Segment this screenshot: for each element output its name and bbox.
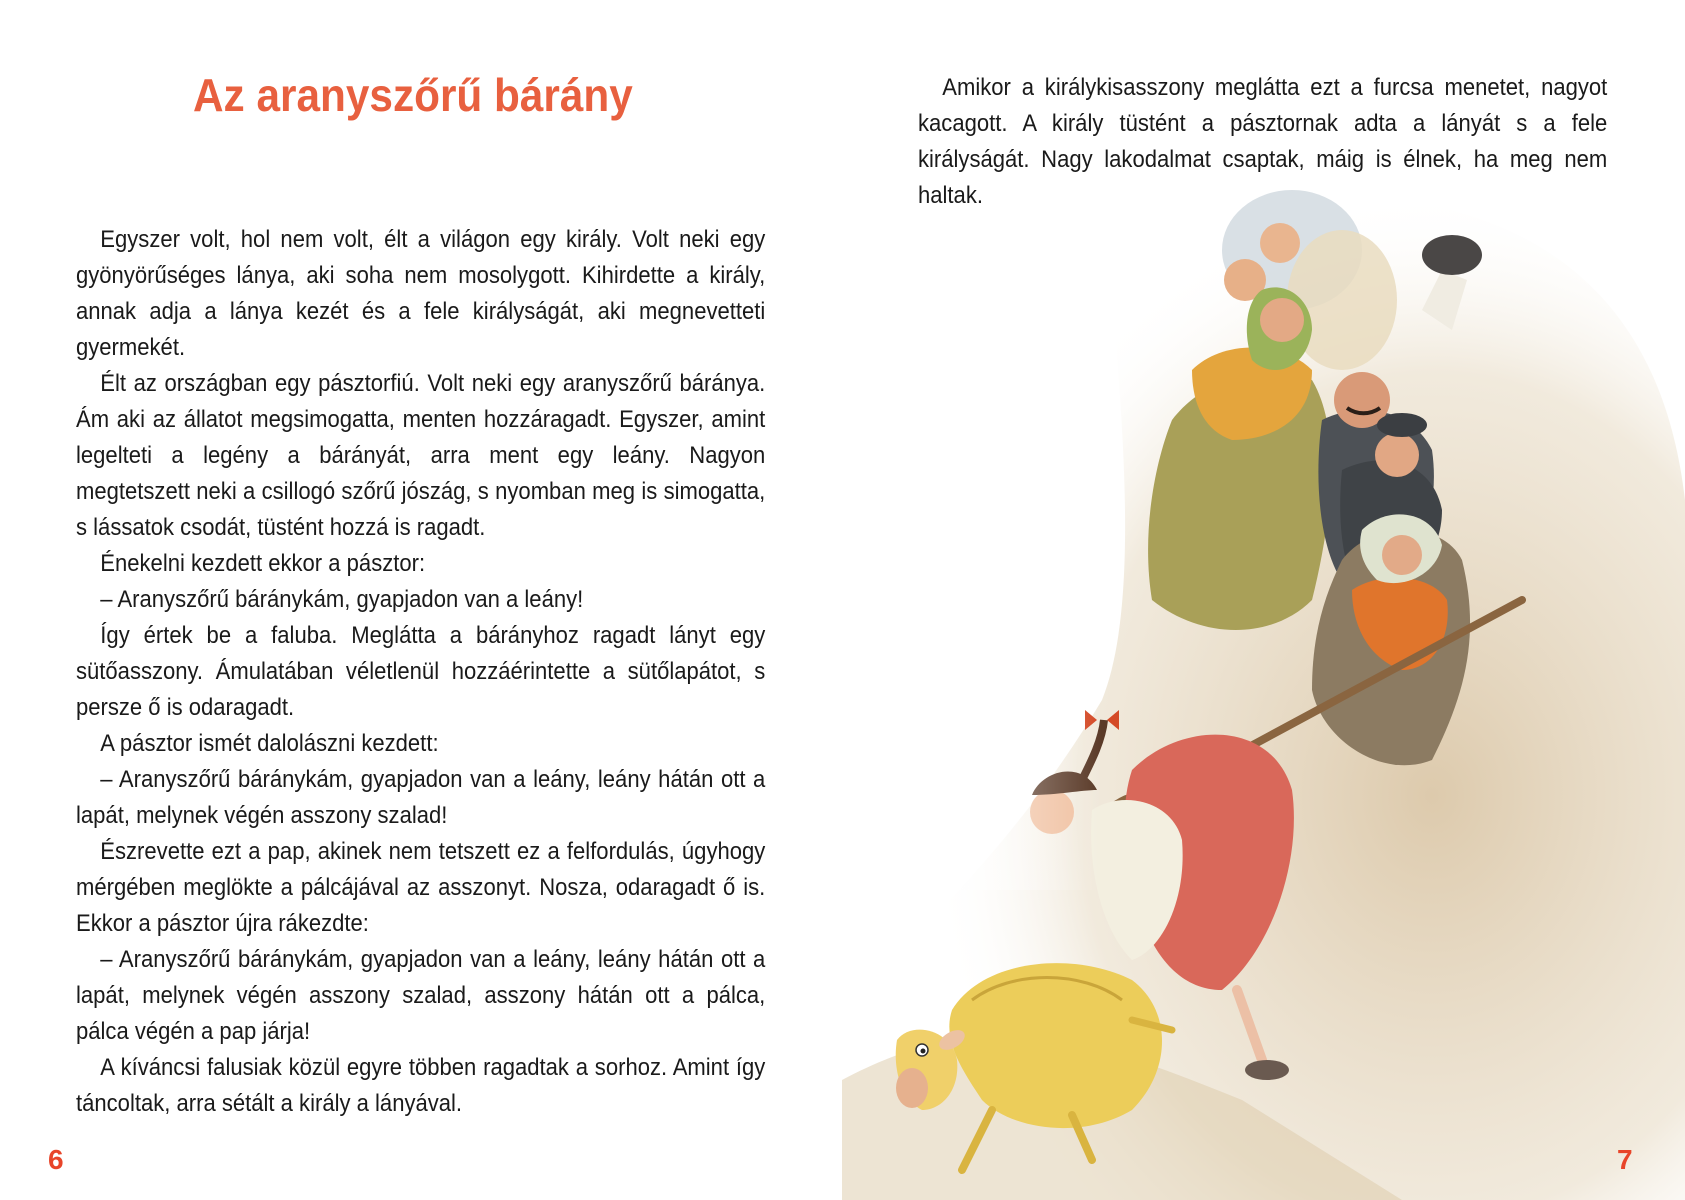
paragraph: A kíváncsi falusiak közül egyre többen ragadtak a sorhoz. Amint így táncoltak, arra sétált a király a lányával. xyxy=(76,1054,766,1117)
page-number-left: 6 xyxy=(48,1144,64,1175)
paragraph: A pásztor ismét dalolászni kezdett: xyxy=(100,730,439,757)
paragraph: Énekelni kezdett ekkor a pásztor: xyxy=(100,550,426,577)
story-text xyxy=(76,222,766,1122)
paragraph: Egyszer volt, hol nem volt, élt a világon egy király. Volt neki egy gyönyörűséges lánya, aki soha nem mosolygott. Kihirdette a király, annak adja a lánya kezét és a fele királyságát, aki megnevetteti gyermekét. xyxy=(76,226,766,361)
right-page xyxy=(842,0,1685,1200)
paragraph: Észrevette ezt a pap, akinek nem tetszett ez a felfordulás, úgyhogy mérgében meglökte a pálcájával az asszonyt. Nosza, odaragadt ő is. Ekkor a pásztor újra rákezdte: xyxy=(76,838,766,937)
song-line: – Aranyszőrű báránykám, gyapjadon van a leány! xyxy=(100,586,584,613)
paragraph: Élt az országban egy pásztorfiú. Volt neki egy aranyszőrű báránya. Ám aki az állatot megsimogatta, menten hozzáragadt. Egyszer, amint legelteti a legény a bárányát, arra ment egy leány. Nagyon megtetszett neki a csillogó szőrű jószág, s nyomban meg is simogatta, s lássatok csodát, tüstént hozzá is ragadt. xyxy=(76,370,766,541)
left-page xyxy=(0,0,842,1200)
paragraph: Így értek be a faluba. Meglátta a bárányhoz ragadt lányt egy sütőasszony. Ámulatában véletlenül hozzáérintette a sütőlapátot, s persze ő is odaragadt. xyxy=(76,622,766,721)
song-line: – Aranyszőrű báránykám, gyapjadon van a leány, leány hátán ott a lapát, melynek végén asszony szalad! xyxy=(76,766,766,829)
page-title: Az aranyszőrű bárány xyxy=(193,69,633,121)
story-ending-text xyxy=(918,70,1608,214)
page-number-right: 7 xyxy=(1617,1144,1633,1175)
song-line: – Aranyszőrű báránykám, gyapjadon van a leány, leány hátán ott a lapát, melynek végén asszony szalad, asszony hátán ott a pálca, pálca végén a pap járja! xyxy=(76,946,766,1045)
paragraph: Amikor a királykisasszony meglátta ezt a furcsa menetet, nagyot kacagott. A király tüstént a pásztornak adta a lányát s a fele királyságát. Nagy lakodalmat csaptak, máig is élnek, ha meg nem haltak. xyxy=(918,74,1608,209)
